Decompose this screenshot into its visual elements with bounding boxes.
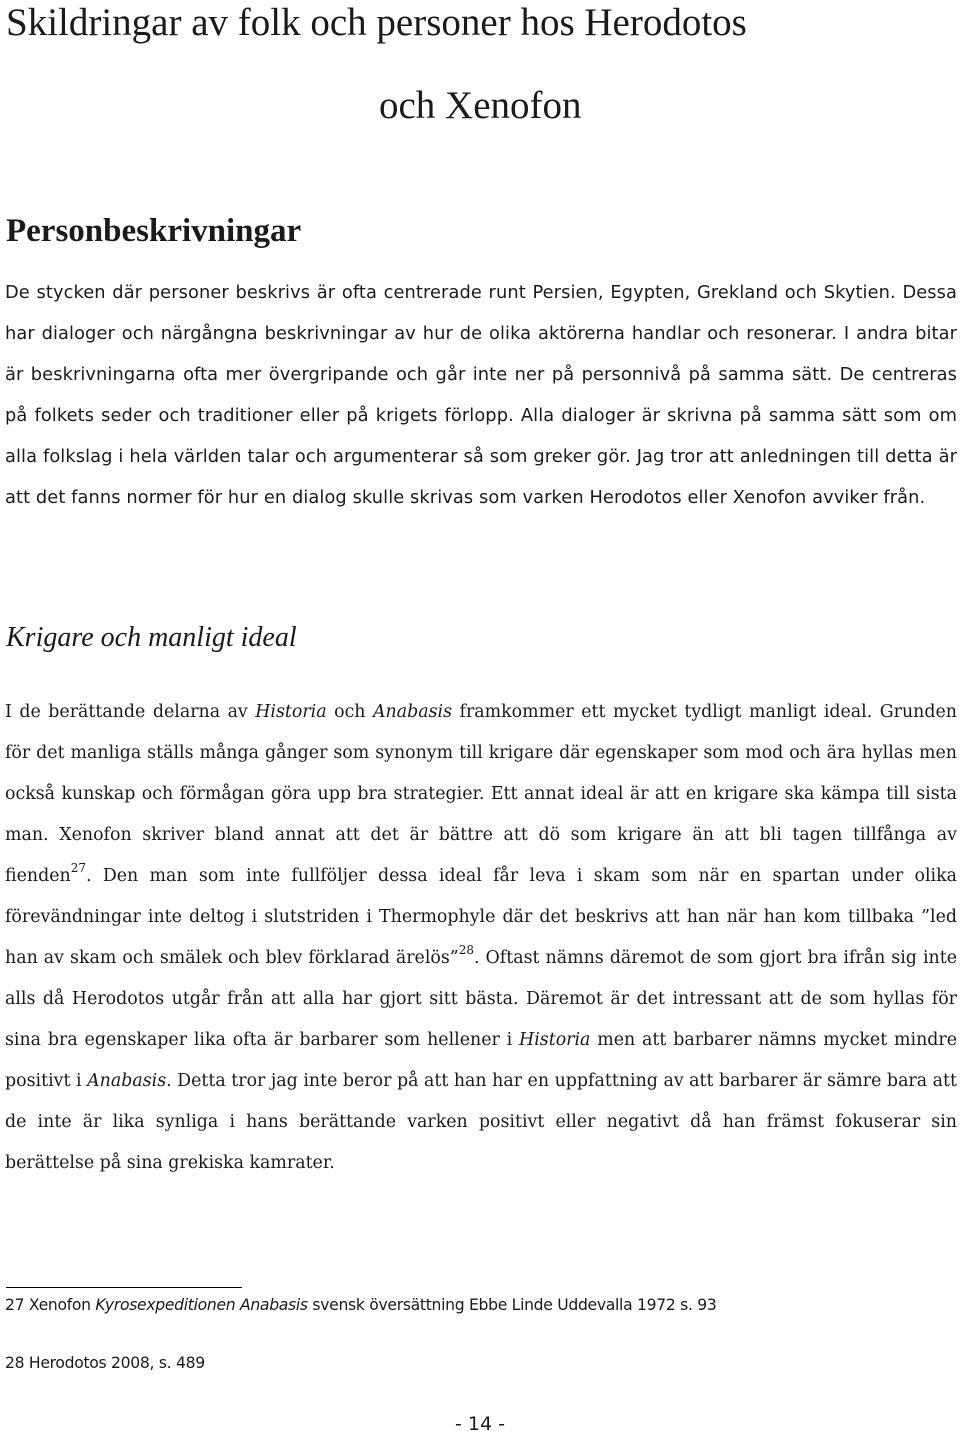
- footnote-author: Xenofon: [28, 1296, 91, 1314]
- text-run: . Oftast nämns däremot de som gjort bra ifrån sig inte alls då Herodotos utgår från att alla har gjort sitt bästa. Däremot är det intressant att de som hyllas för sina bra egenskaper lika ofta är barbarer som hellener i: [5, 948, 957, 1050]
- section-heading: Personbeskrivningar: [6, 213, 302, 249]
- text-run: I de berättande delarna av: [5, 702, 256, 722]
- footnote-ref-27: 27: [70, 861, 86, 875]
- footnote-divider: [6, 1287, 242, 1288]
- footnote-number: 28: [5, 1354, 25, 1372]
- footnote-ref-28: 28: [458, 943, 474, 957]
- footnote-book-title: Kyrosexpeditionen Anabasis: [95, 1296, 308, 1314]
- text-run: . Detta tror jag inte beror på att han har en uppfattning av att barbarer är sämre bara att de inte är lika synliga i hans berättande varken positivt eller negativt då han främst fokuserar sin berättelse på sina grekiska kamrater.: [5, 1071, 957, 1173]
- footnote-28: [5, 1354, 205, 1372]
- footnote-text: Herodotos 2008, s. 489: [28, 1354, 205, 1372]
- paragraph-krigare: [5, 692, 957, 1184]
- book-title-anabasis: Anabasis: [87, 1071, 167, 1091]
- text-run: . Den man som inte fullföljer dessa ideal får leva i skam som när en spartan under olika förevändningar inte deltog i slutstriden i Thermophyle där det beskrivs att han när han kom tillbaka ”led han av skam och smälek och blev förklarad ärelös”: [5, 866, 957, 968]
- book-title-historia: Historia: [255, 702, 327, 722]
- subsection-heading: Krigare och manligt ideal: [6, 622, 297, 653]
- page-number: - 14 -: [455, 1413, 505, 1435]
- footnote-text: svensk översättning Ebbe Linde Uddevalla 1972 s. 93: [312, 1296, 717, 1314]
- paragraph-personbeskrivningar: De stycken där personer beskrivs är ofta centrerade runt Persien, Egypten, Grekland och Skytien. Dessa har dialoger och närgångna beskrivningar av hur de olika aktörerna handlar och resonerar. I andra bitar är beskrivningarna ofta mer övergripande och går inte ner på personnivå på samma sätt. De centreras på folkets seder och traditioner eller på krigets förlopp. Alla dialoger är skrivna på samma sätt som om alla folkslag i hela världen talar och argumenterar så som greker gör. Jag tror att anledningen till detta är att det fanns normer för hur en dialog skulle skrivas som varken Herodotos eller Xenofon avviker från.: [5, 282, 957, 508]
- title-line-2: och Xenofon: [379, 84, 582, 127]
- title-line-1: Skildringar av folk och personer hos Herodotos: [6, 1, 747, 44]
- footnote-number: 27: [5, 1296, 25, 1314]
- book-title-anabasis: Anabasis: [373, 702, 453, 722]
- book-title-historia: Historia: [519, 1030, 591, 1050]
- footnote-27: [5, 1296, 717, 1314]
- text-run: men att barbarer nämns mycket mindre positivt i: [5, 1030, 958, 1091]
- text-run: och: [326, 702, 373, 722]
- text-run: framkommer ett mycket tydligt manligt ideal. Grunden för det manliga ställs många gånger som synonym till krigare där egenskaper som mod och ära hyllas men också kunskap och förmågan göra upp bra strategier. Ett annat ideal är att en krigare ska kämpa till sista man. Xenofon skriver bland annat att det är bättre att dö som krigare än att bli tagen tillfånga av fienden: [5, 702, 957, 886]
